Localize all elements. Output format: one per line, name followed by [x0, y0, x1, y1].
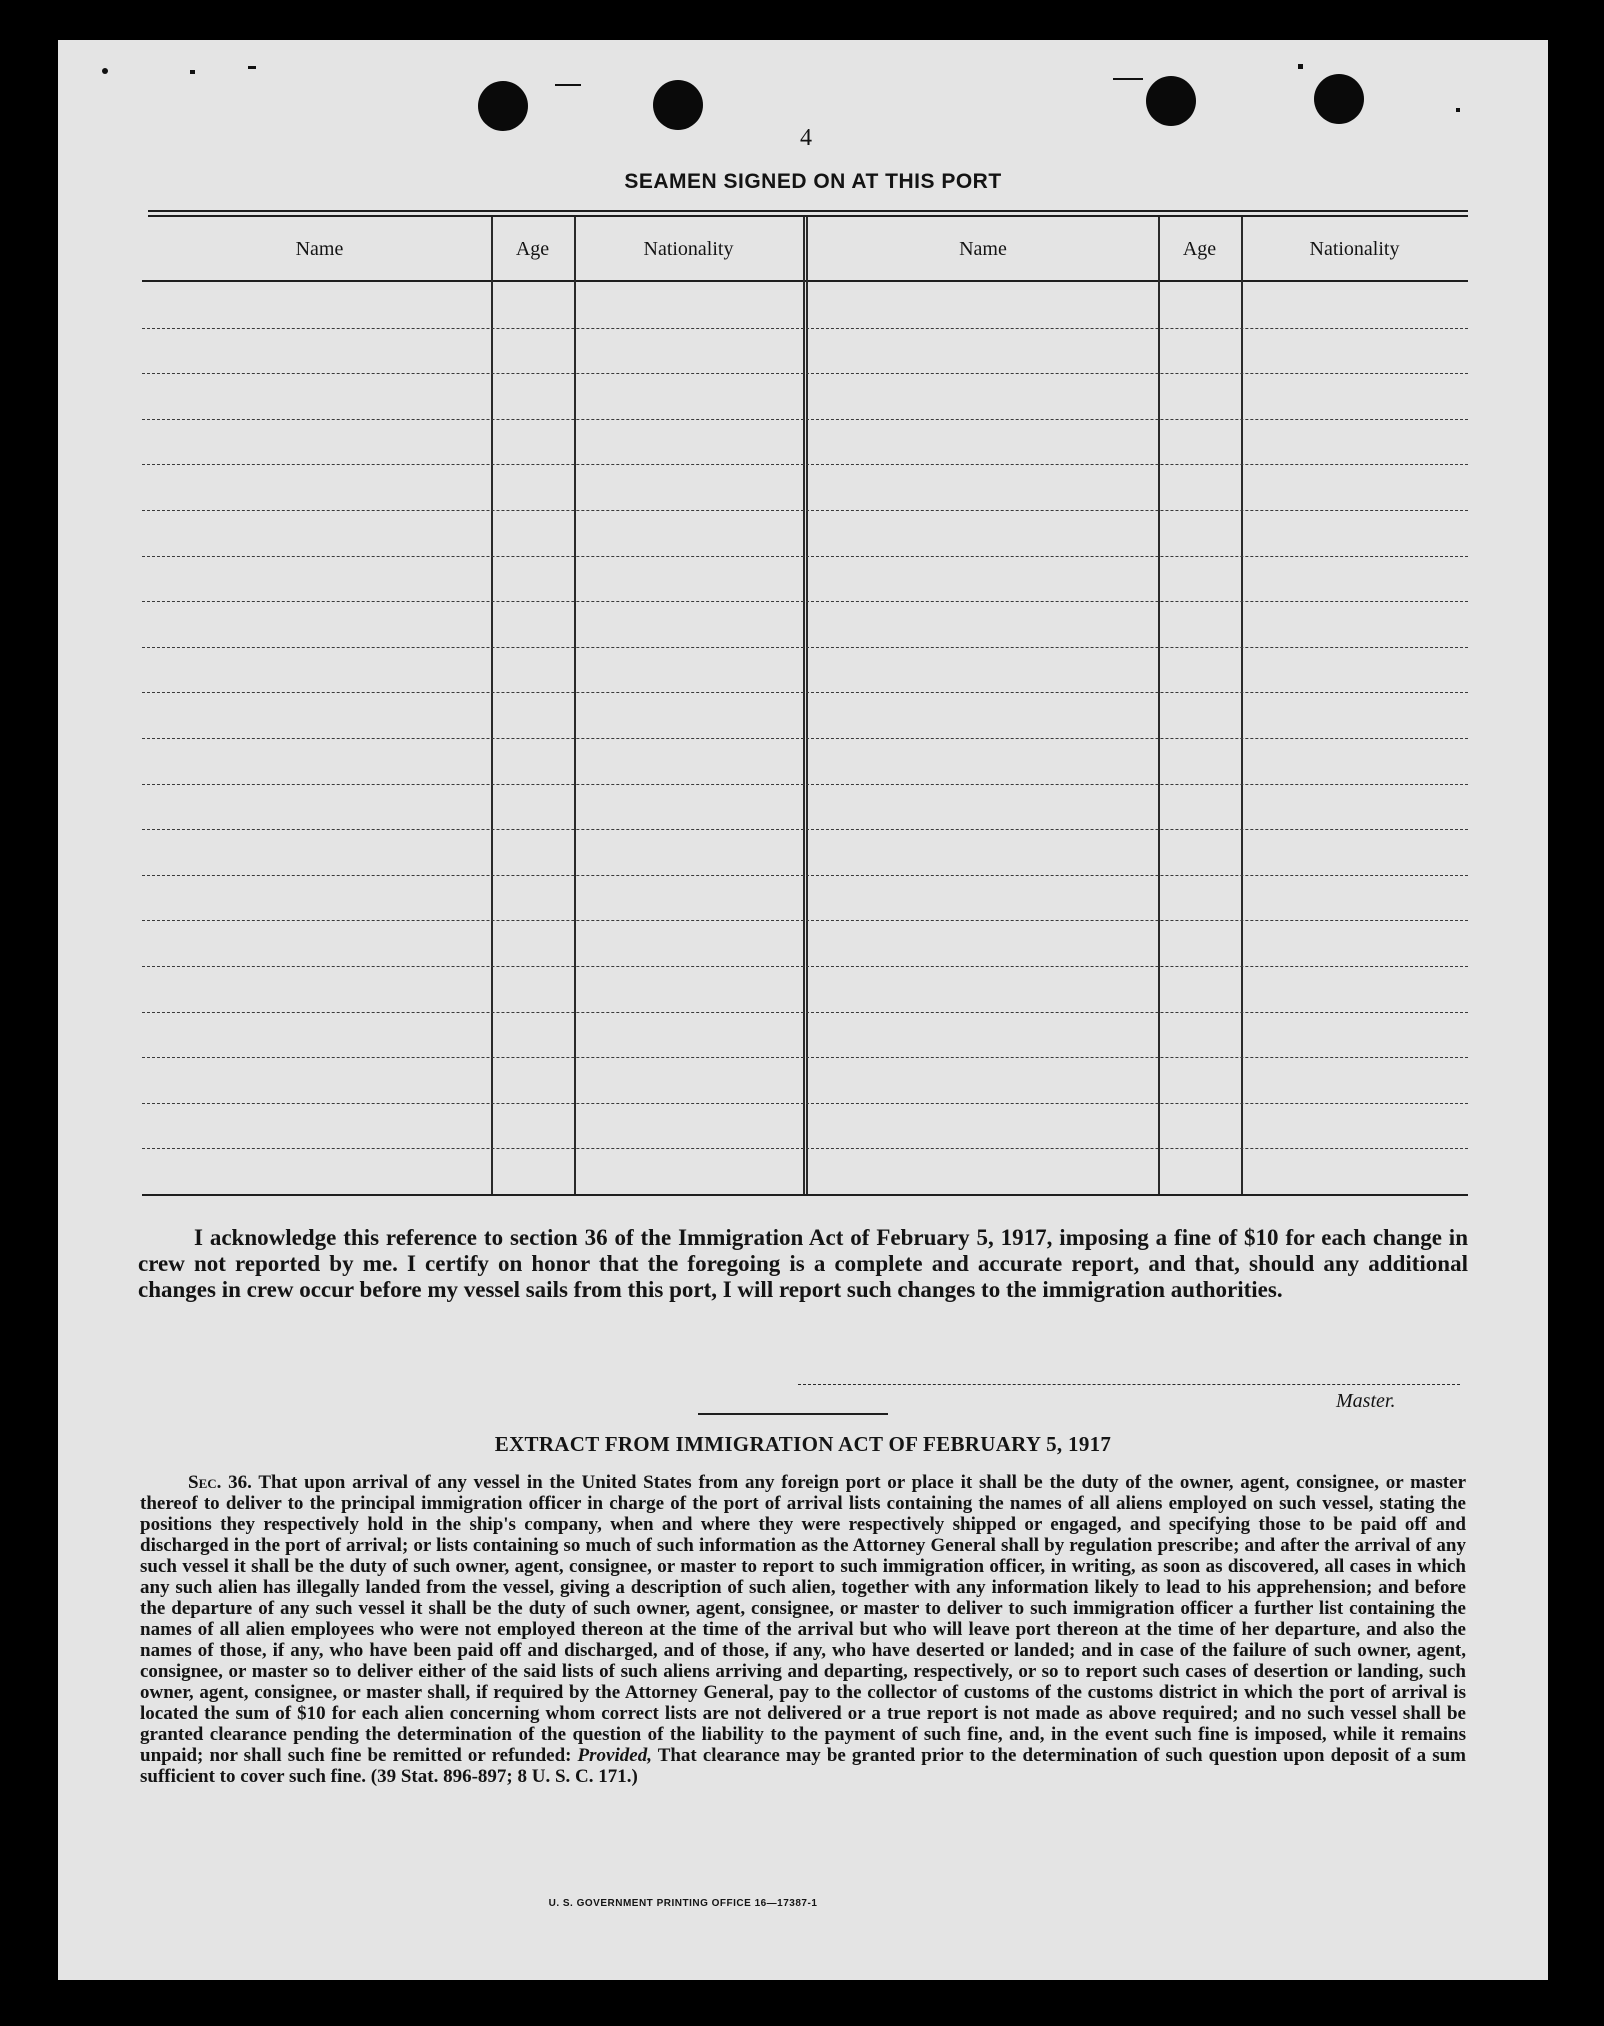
- extract-title: EXTRACT FROM IMMIGRATION ACT OF FEBRUARY 5, 1917: [494, 1432, 1112, 1456]
- extract-body: [140, 1472, 1466, 1787]
- punch-hole-4: [1314, 74, 1364, 124]
- scan-speck: [1298, 64, 1303, 69]
- column-divider: [1241, 217, 1243, 1194]
- table-row: [142, 464, 1468, 465]
- proviso-word: Provided,: [577, 1745, 652, 1766]
- table-row: [142, 373, 1468, 374]
- header-age-left: Age: [515, 238, 550, 260]
- section-divider: [698, 1413, 888, 1415]
- table-top-rule: [148, 210, 1468, 217]
- header-name-left: Name: [295, 238, 344, 260]
- scan-speck: [555, 84, 581, 86]
- column-divider: [491, 217, 493, 1194]
- page-number: 4: [800, 125, 812, 151]
- column-divider-double: [803, 217, 808, 1194]
- scan-speck: [102, 68, 108, 74]
- scan-speck: [1113, 78, 1143, 80]
- master-signature-line[interactable]: [798, 1384, 1460, 1385]
- table-row: [142, 920, 1468, 921]
- certification-statement: I acknowledge this reference to section 36 of the Immigration Act of February 5, 1917, imposing a fine of $10 for each change in crew not reported by me. I certify on honor that the foregoing is a complete and accurate report, and that, should any additional changes in crew occur before my vessel sails from this port, I will report such changes to the immigration authorities.: [138, 1225, 1468, 1302]
- table-row: [142, 510, 1468, 511]
- table-row: [142, 647, 1468, 648]
- form-page: [58, 40, 1548, 1980]
- header-nationality-right: Nationality: [1309, 238, 1400, 260]
- table-row: [142, 1148, 1468, 1149]
- scan-speck: [1456, 108, 1460, 112]
- punch-hole-1: [478, 81, 528, 131]
- extract-text-part2: That clearance may be granted prior to the determination of such question upon deposit of a sum sufficient to cover such fine. (39 Stat. 896-897; 8 U. S. C. 171.): [140, 1745, 1466, 1787]
- table-row: [142, 829, 1468, 830]
- punch-hole-3: [1146, 76, 1196, 126]
- table-row: [142, 692, 1468, 693]
- table-row: [142, 601, 1468, 602]
- scan-speck: [248, 66, 256, 69]
- column-divider: [1158, 217, 1160, 1194]
- punch-hole-2: [653, 80, 703, 130]
- extract-text-part1: That upon arrival of any vessel in the United States from any foreign port or place it shall be the duty of the owner, agent, consignee, or master thereof to deliver to the principal immigration officer in charge of the port of arrival lists containing the names of all aliens employed on such vessel, stating the positions they respectively hold in the ship's company, when and where they were respectively shipped or engaged, and specifying those to be paid off and discharged in the port of arrival; or lists containing so much of such information as the Attorney General shall by regulation prescribe; and after the arrival of any such vessel it shall be the duty of such owner, agent, consignee, or master to report to such immigration officer, in writing, as soon as discovered, all cases in which any such alien has illegally landed from the vessel, giving a description of such alien, together with any information likely to lead to his apprehension; and before the departure of any such vessel it shall be the duty of such owner, agent, consignee, or master to deliver to such immigration officer a further list containing the names of all alien employees who were not employed thereon at the time of the arrival but who will leave port thereon at the time of her departure, and also the names of those, if any, who have been paid off and discharged, and of those, if any, who have deserted or landed; and in case of the failure of such owner, agent, consignee, or master so to deliver either of the said lists of such aliens arriving and departing, respectively, or so to report such cases of desertion or landing, such owner, agent, consignee, or master shall, if required by the Attorney General, pay to the collector of customs of the customs district in which the port of arrival is located the sum of $10 for each alien concerning whom correct lists are not delivered or a true report is not made as above required; and no such vessel shall be granted clearance pending the determination of the question of the liability to the payment of such fine, and, in the event such fine is imposed, while it remains unpaid; nor shall such fine be remitted or refunded:: [140, 1472, 1466, 1766]
- column-divider: [574, 217, 576, 1194]
- section-title: SEAMEN SIGNED ON AT THIS PORT: [624, 170, 1002, 193]
- table-row: [142, 875, 1468, 876]
- scan-speck: [190, 70, 195, 74]
- table-row: [142, 784, 1468, 785]
- table-row: [142, 556, 1468, 557]
- table-row: [142, 1012, 1468, 1013]
- section-label: Sec. 36.: [188, 1472, 252, 1493]
- header-age-right: Age: [1182, 238, 1217, 260]
- printer-imprint: U. S. GOVERNMENT PRINTING OFFICE 16—17387-1: [548, 1898, 818, 1909]
- table-row: [142, 1057, 1468, 1058]
- crew-table: [148, 210, 1468, 1198]
- table-row: [142, 419, 1468, 420]
- master-label: Master.: [1336, 1390, 1396, 1412]
- header-name-right: Name: [959, 238, 1007, 260]
- header-nationality-left: Nationality: [643, 238, 734, 260]
- table-row: [142, 966, 1468, 967]
- table-row: [142, 1103, 1468, 1104]
- table-row: [142, 328, 1468, 329]
- table-bottom-rule: [142, 1194, 1468, 1196]
- table-row: [142, 738, 1468, 739]
